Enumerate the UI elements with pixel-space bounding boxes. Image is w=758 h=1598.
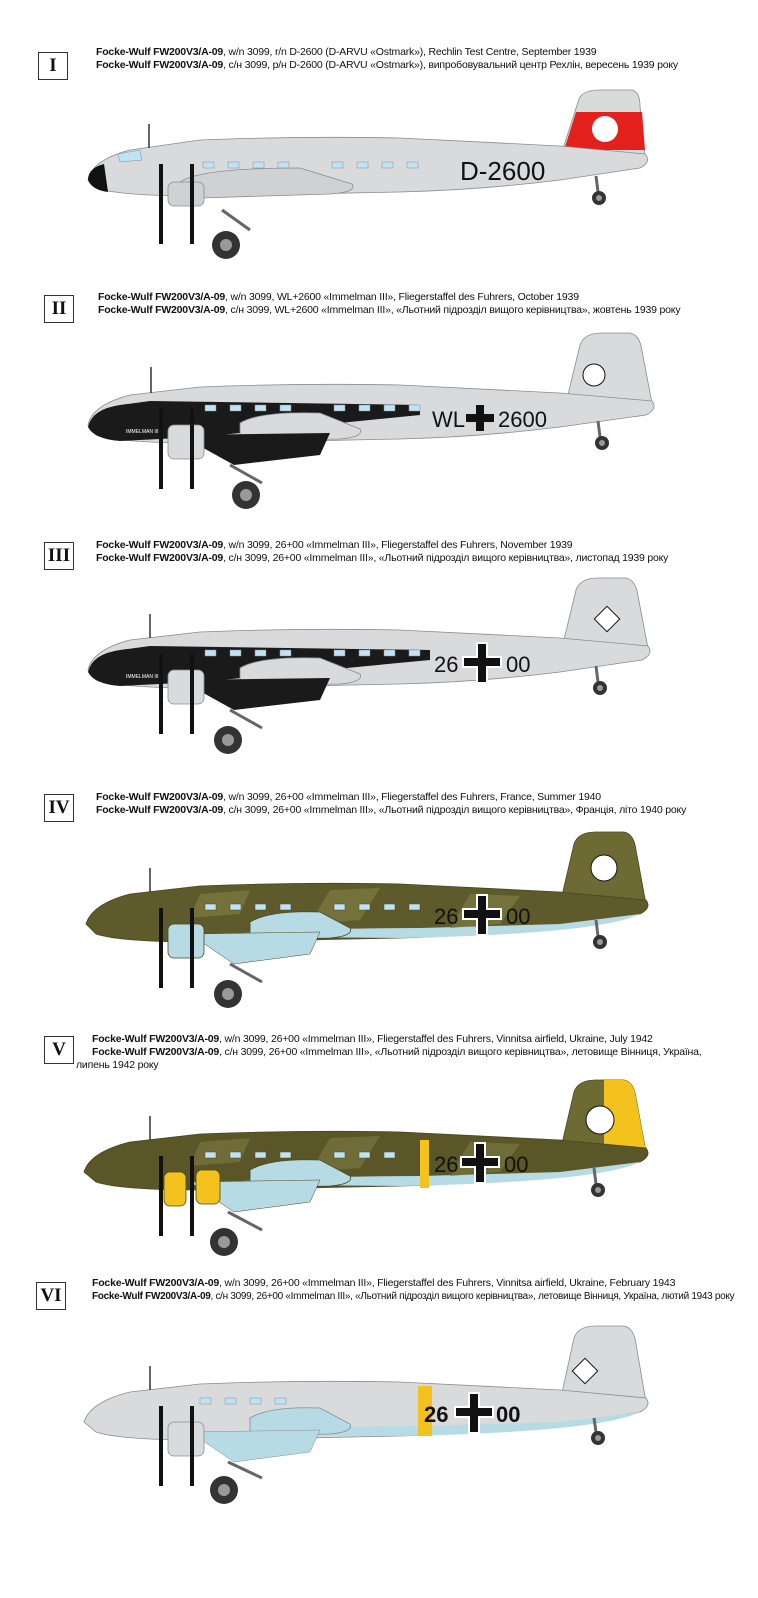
caption-text: , w/n 3099, 26+00 «Immelman III», Fliegerstaffel des Fuhrers, Vinnitsa airfield, Ukraine, July 1942 xyxy=(219,1033,653,1045)
profile-caption xyxy=(96,539,668,565)
registration-marking: D-2600 xyxy=(460,156,546,186)
caption-text: , с/н 3099, 26+00 «Immelman III», «Льотний підрозділ вищого керівництва», Франція, літо 1940 року xyxy=(223,804,687,816)
caption-model: Focke-Wulf FW200V3/A-09 xyxy=(96,539,224,551)
registration-suffix: 00 xyxy=(496,1402,521,1427)
registration-prefix: 26 xyxy=(434,904,459,929)
caption-text: , w/n 3099, 26+00 «Immelman III», Fliegerstaffel des Fuhrers, Vinnitsa airfield, Ukraine, February 1943 xyxy=(219,1277,676,1289)
registration-prefix: WL xyxy=(432,407,465,432)
caption-text: , с/н 3099, р/н D-2600 (D-ARVU «Ostmark»), випробовувальний центр Рехлін, вересень 1939 року xyxy=(223,59,678,71)
profile-caption xyxy=(76,1033,716,1072)
profile-numeral: VI xyxy=(36,1282,66,1310)
profile-I xyxy=(0,0,758,265)
caption-model: Focke-Wulf FW200V3/A-09 xyxy=(98,304,226,316)
caption-model: Focke-Wulf FW200V3/A-09 xyxy=(96,59,224,71)
caption-model: Focke-Wulf FW200V3/A-09 xyxy=(96,791,224,803)
caption-text: , w/n 3099, 26+00 «Immelman III», Fliegerstaffel des Fuhrers, France, Summer 1940 xyxy=(223,791,601,803)
profile-caption xyxy=(96,791,686,817)
profile-II xyxy=(0,265,758,530)
caption-model: Focke-Wulf FW200V3/A-09 xyxy=(92,1291,211,1302)
profile-VI xyxy=(0,1278,758,1543)
caption-model: Focke-Wulf FW200V3/A-09 xyxy=(92,1277,220,1289)
caption-text: , с/н 3099, 26+00 «Immelman III», «Льотний підрозділ вищого керівництва», листопад 1939 року xyxy=(223,552,669,564)
profile-V xyxy=(0,1030,758,1295)
profile-numeral: IV xyxy=(44,794,74,822)
caption-text: , w/n 3099, WL+2600 «Immelman III», Fliegerstaffel des Fuhrers, October 1939 xyxy=(225,291,579,303)
caption-model: Focke-Wulf FW200V3/A-09 xyxy=(92,1046,220,1058)
caption-model: Focke-Wulf FW200V3/A-09 xyxy=(96,804,224,816)
registration-prefix: 26 xyxy=(424,1402,449,1427)
profile-numeral: I xyxy=(38,52,68,80)
caption-model: Focke-Wulf FW200V3/A-09 xyxy=(92,1033,220,1045)
caption-text: , с/н 3099, WL+2600 «Immelman III», «Льотний підрозділ вищого керівництва», жовтень 1939 року xyxy=(225,304,681,316)
registration-suffix: 2600 xyxy=(498,407,547,432)
profile-numeral: V xyxy=(44,1036,74,1064)
profile-numeral: III xyxy=(44,542,74,570)
profile-numeral: II xyxy=(44,295,74,323)
caption-model: Focke-Wulf FW200V3/A-09 xyxy=(96,46,224,58)
caption-text: , w/n 3099, r/n D-2600 (D-ARVU «Ostmark»), Rechlin Test Centre, September 1939 xyxy=(223,46,597,58)
profile-caption xyxy=(96,46,678,72)
aircraft-profile xyxy=(0,325,758,525)
caption-text: , w/n 3099, 26+00 «Immelman III», Fliegerstaffel des Fuhrers, November 1939 xyxy=(223,539,573,551)
registration-prefix: 26 xyxy=(434,652,459,677)
nose-name: IMMELMAN III xyxy=(126,674,159,680)
caption-model: Focke-Wulf FW200V3/A-09 xyxy=(98,291,226,303)
nose-name: IMMELMAN III xyxy=(126,429,159,435)
aircraft-profile xyxy=(0,1318,758,1538)
profile-caption xyxy=(92,1277,734,1303)
profile-III xyxy=(0,530,758,795)
caption-text: , с/н 3099, 26+00 «Immelman III», «Льотний підрозділ вищого керівництва», летовище Вінниця, Україна, лютий 1943 року xyxy=(210,1291,735,1302)
profile-IV xyxy=(0,780,758,1045)
registration-suffix: 00 xyxy=(506,652,531,677)
registration-prefix: 26 xyxy=(434,1152,459,1177)
registration-suffix: 00 xyxy=(504,1152,529,1177)
caption-model: Focke-Wulf FW200V3/A-09 xyxy=(96,552,224,564)
aircraft-profile xyxy=(0,80,758,270)
aircraft-profile xyxy=(0,824,758,1024)
caption-text: , с/н 3099, 26+00 «Immelman III», «Льотний підрозділ вищого керівництва», летовище Вінниця, Україна, липень 1942 року xyxy=(76,1046,702,1071)
aircraft-profile xyxy=(0,1072,758,1272)
profile-caption xyxy=(98,291,680,317)
registration-suffix: 00 xyxy=(506,904,531,929)
aircraft-profile xyxy=(0,570,758,770)
